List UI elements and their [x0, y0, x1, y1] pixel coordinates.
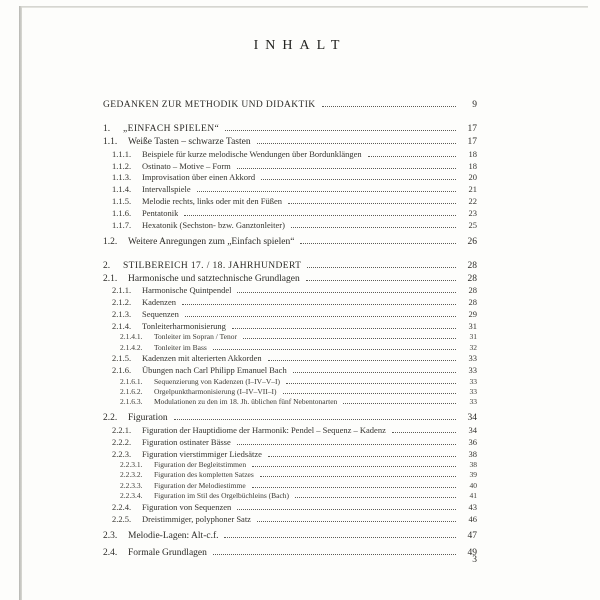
entry-page-number: 33	[468, 365, 477, 376]
toc-entry	[103, 184, 477, 194]
entry-page-number: 28	[468, 285, 477, 296]
dot-leader	[257, 142, 456, 144]
dot-leader	[295, 496, 456, 498]
dot-leader	[307, 266, 456, 268]
toc-entry	[103, 514, 477, 524]
entry-page-number: 33	[468, 353, 477, 364]
dot-leader	[252, 465, 456, 467]
entry-page-number: 34	[468, 425, 477, 436]
scan-edge-top	[19, 6, 588, 8]
entry-number: 2.1.6.2.	[120, 386, 143, 396]
toc-entry	[103, 449, 477, 459]
dot-leader	[293, 371, 456, 373]
entry-label: „EINFACH SPIELEN“	[123, 124, 220, 134]
page-title: INHALT	[253, 38, 347, 53]
entry-page-number: 49	[467, 547, 477, 558]
toc-entry	[103, 285, 477, 295]
entry-number: 1.	[103, 124, 111, 134]
entry-label: Tonleiter im Bass	[154, 342, 207, 352]
toc-entry	[103, 397, 477, 406]
toc-entry	[103, 237, 477, 247]
entry-label: Weitere Anregungen zum „Einfach spielen“	[128, 236, 295, 247]
toc-entry	[103, 491, 477, 500]
entry-number: 1.1.5.	[112, 195, 132, 206]
dot-leader	[260, 475, 456, 477]
entry-page-number: 34	[467, 413, 477, 424]
toc-entry	[103, 413, 477, 423]
entry-label: Harmonische Quintpendel	[142, 285, 232, 296]
entry-page-number: 33	[469, 386, 477, 396]
entry-label: Dreistimmiger, polyphoner Satz	[142, 513, 251, 524]
entry-number: 1.1.7.	[112, 219, 132, 230]
dot-leader	[261, 178, 456, 180]
dot-leader	[257, 520, 456, 522]
entry-label: Harmonische und satztechnische Grundlagen	[128, 273, 300, 284]
toc-entry	[103, 365, 477, 375]
entry-page-number: 38	[469, 460, 477, 470]
entry-label: Kadenzen mit alterierten Akkorden	[142, 353, 262, 364]
entry-number: 2.1.6.	[112, 365, 132, 376]
toc-entry	[103, 387, 477, 396]
entry-label: Modulationen zu den im 18. Jh. üblichen fünf Nebentonarten	[154, 397, 338, 407]
entry-number: 1.1.2.	[112, 160, 132, 171]
toc-entry	[103, 309, 477, 319]
entry-page-number: 38	[468, 448, 477, 459]
entry-page-number: 31	[469, 332, 477, 342]
entry-page-number: 31	[468, 320, 477, 331]
toc-entry	[103, 470, 477, 479]
entry-page-number: 26	[467, 236, 477, 247]
entry-label: Figuration der Begleitstimmen	[154, 460, 247, 470]
toc-entry	[103, 481, 477, 490]
entry-label: Beispiele für kurze melodische Wendungen über Bordunklängen	[142, 148, 362, 159]
entry-page-number: 46	[468, 513, 477, 524]
entry-number: 2.2.1.	[112, 425, 132, 436]
entry-label: Tonleiter im Sopran / Tenor	[154, 332, 237, 342]
entry-label: Orgelpunktharmonisierung (I–IV–VII–I)	[154, 386, 277, 396]
toc-entry	[103, 220, 477, 230]
entry-number: 2.2.4.	[112, 502, 132, 513]
toc-entry	[103, 437, 477, 447]
entry-page-number: 39	[469, 470, 477, 480]
entry-label: Figuration	[128, 413, 168, 424]
entry-page-number: 40	[469, 480, 477, 490]
toc-entry	[103, 353, 477, 363]
entry-page-number: 41	[469, 491, 477, 501]
dot-leader	[232, 327, 456, 329]
entry-label: Melodie-Lagen: Alt-c.f.	[128, 530, 219, 541]
entry-label: Ostinato – Motive – Form	[142, 160, 231, 171]
entry-number: 2.1.6.3.	[120, 397, 143, 407]
entry-page-number: 17	[467, 124, 477, 134]
entry-number: 2.2.3.	[112, 448, 132, 459]
toc-entry	[103, 502, 477, 512]
entry-page-number: 32	[469, 342, 477, 352]
toc-entry	[103, 425, 477, 435]
entry-label: Figuration im Stil des Orgelbüchleins (Bach)	[154, 491, 290, 501]
entry-label: Figuration von Sequenzen	[142, 502, 232, 513]
entry-number: 2.2.5.	[112, 513, 132, 524]
toc-entry	[103, 124, 477, 134]
entry-number: 1.2.	[103, 236, 118, 247]
dot-leader	[306, 279, 456, 281]
dot-leader	[174, 418, 456, 420]
dot-leader	[237, 167, 456, 169]
scan-edge-left	[19, 6, 22, 600]
entry-page-number: 47	[467, 530, 477, 541]
page-number: 3	[472, 555, 477, 565]
toc-entry	[103, 100, 477, 110]
toc-entry	[103, 332, 477, 341]
dot-leader	[237, 508, 456, 510]
entry-page-number: 33	[469, 376, 477, 386]
dot-leader	[252, 486, 456, 488]
entry-page-number: 20	[468, 172, 477, 183]
dot-leader	[300, 242, 456, 244]
dot-leader	[283, 392, 456, 394]
dot-leader	[288, 202, 456, 204]
entry-label: Figuration des kompletten Satzes	[154, 470, 254, 480]
entry-page-number: 29	[468, 308, 477, 319]
entry-page-number: 33	[469, 397, 477, 407]
entry-number: 2.2.3.2.	[120, 470, 143, 480]
entry-label: Figuration der Hauptidiome der Harmonik: Pendel – Sequenz – Kadenz	[142, 425, 386, 436]
dot-leader	[237, 291, 456, 293]
toc-entry	[103, 137, 477, 147]
entry-page-number: 25	[468, 219, 477, 230]
entry-number: 2.1.6.1.	[120, 376, 143, 386]
dot-leader	[213, 348, 456, 350]
entry-number: 2.1.4.1.	[120, 332, 143, 342]
entry-page-number: 36	[468, 436, 477, 447]
entry-number: 2.1.3.	[112, 308, 132, 319]
entry-label: Sequenzen	[142, 308, 179, 319]
entry-number: 1.1.6.	[112, 207, 132, 218]
dot-leader	[291, 226, 456, 228]
entry-label: Pentatonik	[142, 207, 179, 218]
dot-leader	[286, 382, 456, 384]
toc-entry	[103, 172, 477, 182]
entry-number: 2.4.	[103, 547, 118, 558]
entry-page-number: 18	[468, 160, 477, 171]
dot-leader	[268, 359, 456, 361]
entry-label: Melodie rechts, links oder mit den Füßen	[142, 195, 282, 206]
entry-page-number: 23	[468, 207, 477, 218]
entry-label: GEDANKEN ZUR METHODIK UND DIDAKTIK	[103, 100, 316, 110]
entry-number: 1.1.4.	[112, 184, 132, 195]
toc-entry	[103, 274, 477, 284]
entry-number: 2.2.	[103, 413, 118, 424]
entry-number: 2.2.3.1.	[120, 460, 143, 470]
dot-leader	[184, 214, 456, 216]
entry-number: 2.1.1.	[112, 285, 132, 296]
entry-label: Sequenzierung von Kadenzen (I–IV–V–I)	[154, 376, 280, 386]
entry-label: Figuration ostinater Bässe	[142, 436, 231, 447]
dot-leader	[224, 536, 456, 538]
entry-page-number: 28	[467, 260, 477, 271]
toc-entry	[103, 321, 477, 331]
entry-page-number: 28	[467, 273, 477, 284]
entry-label: Tonleiterharmonisierung	[142, 320, 226, 331]
dot-leader	[243, 337, 456, 339]
toc-entry	[103, 149, 477, 159]
entry-number: 2.	[103, 260, 111, 271]
entry-page-number: 28	[468, 297, 477, 308]
toc-entry	[103, 377, 477, 386]
entry-label: Kadenzen	[142, 297, 176, 308]
entry-label: Weiße Tasten – schwarze Tasten	[128, 137, 251, 147]
toc-entry	[103, 531, 477, 541]
entry-label: Übungen nach Carl Philipp Emanuel Bach	[142, 365, 287, 376]
entry-label: Improvisation über einen Akkord	[142, 172, 256, 183]
toc-entry	[103, 460, 477, 469]
dot-leader	[237, 443, 456, 445]
entry-page-number: 17	[467, 137, 477, 147]
dot-leader	[185, 315, 456, 317]
dot-leader	[322, 105, 456, 107]
toc-entry	[103, 261, 477, 271]
entry-page-number: 9	[472, 100, 477, 110]
entry-number: 2.1.	[103, 273, 118, 284]
entry-number: 1.1.3.	[112, 172, 132, 183]
entry-page-number: 18	[468, 148, 477, 159]
entry-label: Formale Grundlagen	[128, 547, 207, 558]
entry-number: 2.2.3.3.	[120, 480, 143, 490]
entry-number: 2.1.4.	[112, 320, 132, 331]
dot-leader	[268, 455, 456, 457]
toc-entry	[103, 343, 477, 352]
entry-number: 2.1.2.	[112, 297, 132, 308]
entry-page-number: 22	[468, 195, 477, 206]
toc-list	[103, 96, 477, 558]
entry-number: 2.3.	[103, 530, 118, 541]
dot-leader	[197, 190, 456, 192]
toc-entry	[103, 297, 477, 307]
entry-label: Figuration vierstimmiger Liedsätze	[142, 448, 262, 459]
entry-label: Intervallspiele	[142, 184, 191, 195]
entry-label: Figuration der Melodiestimme	[154, 480, 246, 490]
entry-number: 2.1.4.2.	[120, 342, 143, 352]
dot-leader	[343, 402, 456, 404]
entry-page-number: 43	[468, 502, 477, 513]
dot-leader	[368, 155, 456, 157]
dot-leader	[392, 431, 456, 433]
entry-number: 1.1.	[103, 137, 118, 147]
entry-number: 1.1.1.	[112, 148, 132, 159]
entry-number: 2.1.5.	[112, 353, 132, 364]
entry-page-number: 21	[468, 184, 477, 195]
dot-leader	[225, 129, 456, 131]
toc-entry	[103, 208, 477, 218]
entry-label: STILBEREICH 17. / 18. JAHRHUNDERT	[123, 260, 302, 271]
entry-label: Hexatonik (Sechston- bzw. Ganztonleiter)	[142, 219, 285, 230]
entry-number: 2.2.3.4.	[120, 491, 143, 501]
dot-leader	[182, 303, 456, 305]
toc-entry	[103, 161, 477, 171]
entry-number: 2.2.2.	[112, 436, 132, 447]
toc-entry	[103, 196, 477, 206]
